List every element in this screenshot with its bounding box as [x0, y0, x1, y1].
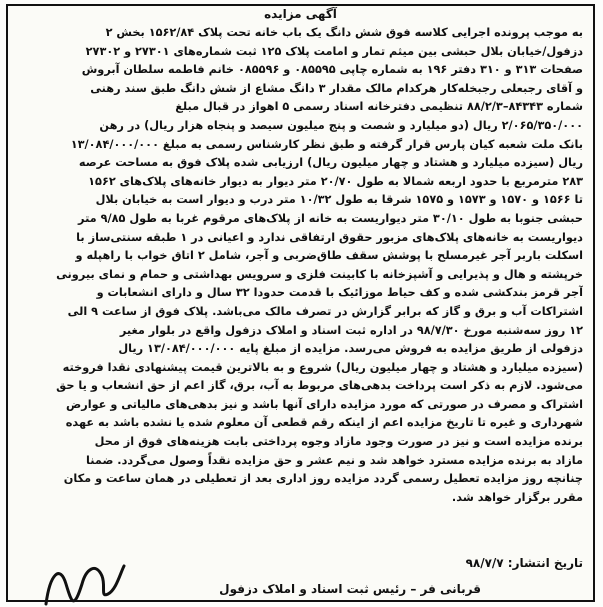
notice-line: دزفول/خیابان بلال حبشی بین میثم تمار و امامت پلاک ۱۲۵ ثبت شماره‌های ۲۷۳۰۱ و ۲۷۳۰۲ — [85, 44, 583, 58]
notice-line: مازاد به برنده مزایده مسترد خواهد شد و نیم عشر و حق مزایده نقداً وصول می‌گردد. ضمنا — [86, 453, 583, 467]
notice-line: صفحات ۳۱۳ و ۳۱۰ دفتر ۱۹۶ به شماره چاپی ۰۸۵۵۹۵ و ۰۸۵۵۹۶ خانم فاطمه سلطان آبروش — [81, 63, 583, 77]
notice-line: شهرداری و غیره تا تاریخ مزایده اعم از اینکه رقم قطعی آن معلوم شده یا نشده باشد به عهده — [65, 416, 583, 430]
notice-line: تا ۱۵۶۶ و ۱۵۷۰ و ۱۵۷۳ و ۱۵۷۵ شرقا به طول ۱۰/۳۲ متر درب و دیوار است به خیابان بلال — [95, 193, 583, 207]
publish-date: تاریخ انتشار: ۹۸/۷/۷ — [465, 556, 583, 570]
notice-line: ۲۸۳ مترمربع با حدود اربعه شمالا به طول ۲۰/۷۰ متر دیوار به دیوار خانه‌های پلاک‌های ۱۵۶۲ — [88, 174, 583, 188]
notice-body — [18, 24, 583, 507]
notice-line: حبشی جنوبا به طول ۳۰/۱۰ متر دیواریست به خانه از پلاک‌های مرقوم غربا به طول ۹/۸۵ متر — [78, 211, 583, 225]
handwritten-mark — [38, 554, 128, 607]
notice-line: خرپشته و هال و پذیرایی و آشپزخانه با کابینت فلزی و سرویس بهداشتی و حمام و نمای بیرونی — [56, 267, 583, 281]
notice-line: ۲/۰۶۵/۳۵۰/۰۰۰ ریال (دو میلیارد و شصت و پنج میلیون سیصد و پنجاه هزار ریال) در رهن — [99, 118, 583, 132]
notice-line: دزفولی از طریق مزایده به فروش می‌رسد. مزایده از مبلغ پایه ۱۳/۰۸۴/۰۰۰/۰۰۰ ریال — [118, 342, 583, 356]
notice-line: اشتراکات آب و برق و گاز که برابر گزارش در تصرف مالک می‌باشد. پلاک فوق از ساعت ۹ الی — [67, 304, 583, 318]
notice-line: به موجب پرونده اجرایی کلاسه فوق شش دانگ یک باب خانه تحت پلاک ۱۵۶۲/۸۴ بخش ۲ — [105, 26, 583, 39]
notice-line: آجر قرمز بندکشی شده و کف حیاط موزائیک با قدمت حدودا ۳۲ سال و دارای انشعابات و — [96, 286, 583, 300]
notice-line: ۱۲ روز سه‌شنبه مورخ ۹۸/۷/۳۰ در اداره ثبت اسناد و املاک دزفول واقع در بلوار مغیر — [119, 323, 583, 337]
notice-line: دیواریست به خانه‌های پلاک‌های مزبور حقوق ارتفاقی ندارد و اعیانی در ۱ طبقه سنتی‌ساز با — [76, 230, 583, 244]
notice-line: بانک ملت شعبه کیان پارس قرار گرفته و طبق نظر کارشناس رسمی به مبلغ ۱۳/۰۸۴/۰۰۰/۰۰۰ — [70, 137, 583, 151]
notice-line: (سیزده میلیارد و هشتاد و چهار میلیون ریال) شروع و به بالاترین قیمت پیشنهادی نقدا فروخته — [62, 360, 583, 374]
notice-line: اسکلت باربر آجر غیرمسلح با پوشش سقف طاق‌ضربی و آجر، شامل ۲ اتاق خواب با راهپله و — [75, 249, 583, 263]
notice-line: چنانچه روز مزایده تعطیل رسمی گردد مزایده روز اداری بعد از تعطیلی در همان ساعت و مکان — [63, 472, 583, 486]
signature-text: قربانی فر – رئیس ثبت اسناد و املاک دزفول — [219, 582, 481, 596]
notice-line: برنده مزایده است و نیز در صورت وجود مازاد وجوه پرداختی بابت هزینه‌های فوق از محل — [94, 435, 583, 449]
notice-line: اشتراک و مصرف در صورتی که مورد مزایده دارای آنها باشد و نیز بدهی‌های مالیاتی و عوارض — [66, 397, 583, 411]
notice-title: آگهی مزایده — [264, 7, 337, 21]
auction-notice — [6, 4, 595, 602]
notice-line: و آقای رجبعلی رجبخله‌کار هرکدام مالک مقدار ۳ دانگ مشاع از شش دانگ طبق سند رهنی — [90, 81, 583, 95]
notice-line: می‌شود. لازم به ذکر است پرداخت بدهی‌های مربوط به آب، برق، گاز اعم از حق انشعاب و یا حق — [56, 379, 583, 393]
notice-line: مقرر برگزار خواهد شد. — [451, 490, 583, 504]
notice-line: ریال (سیزده میلیارد و هشتاد و چهار میلیون ریال) ارزیابی شده پلاک فوق به مساحت عرصه — [78, 156, 583, 170]
notice-line: شماره ۸۴۳۴۳–۸۸/۲/۳ تنظیمی دفترخانه اسناد رسمی ۵ اهواز در قبال مبلغ — [175, 100, 583, 114]
